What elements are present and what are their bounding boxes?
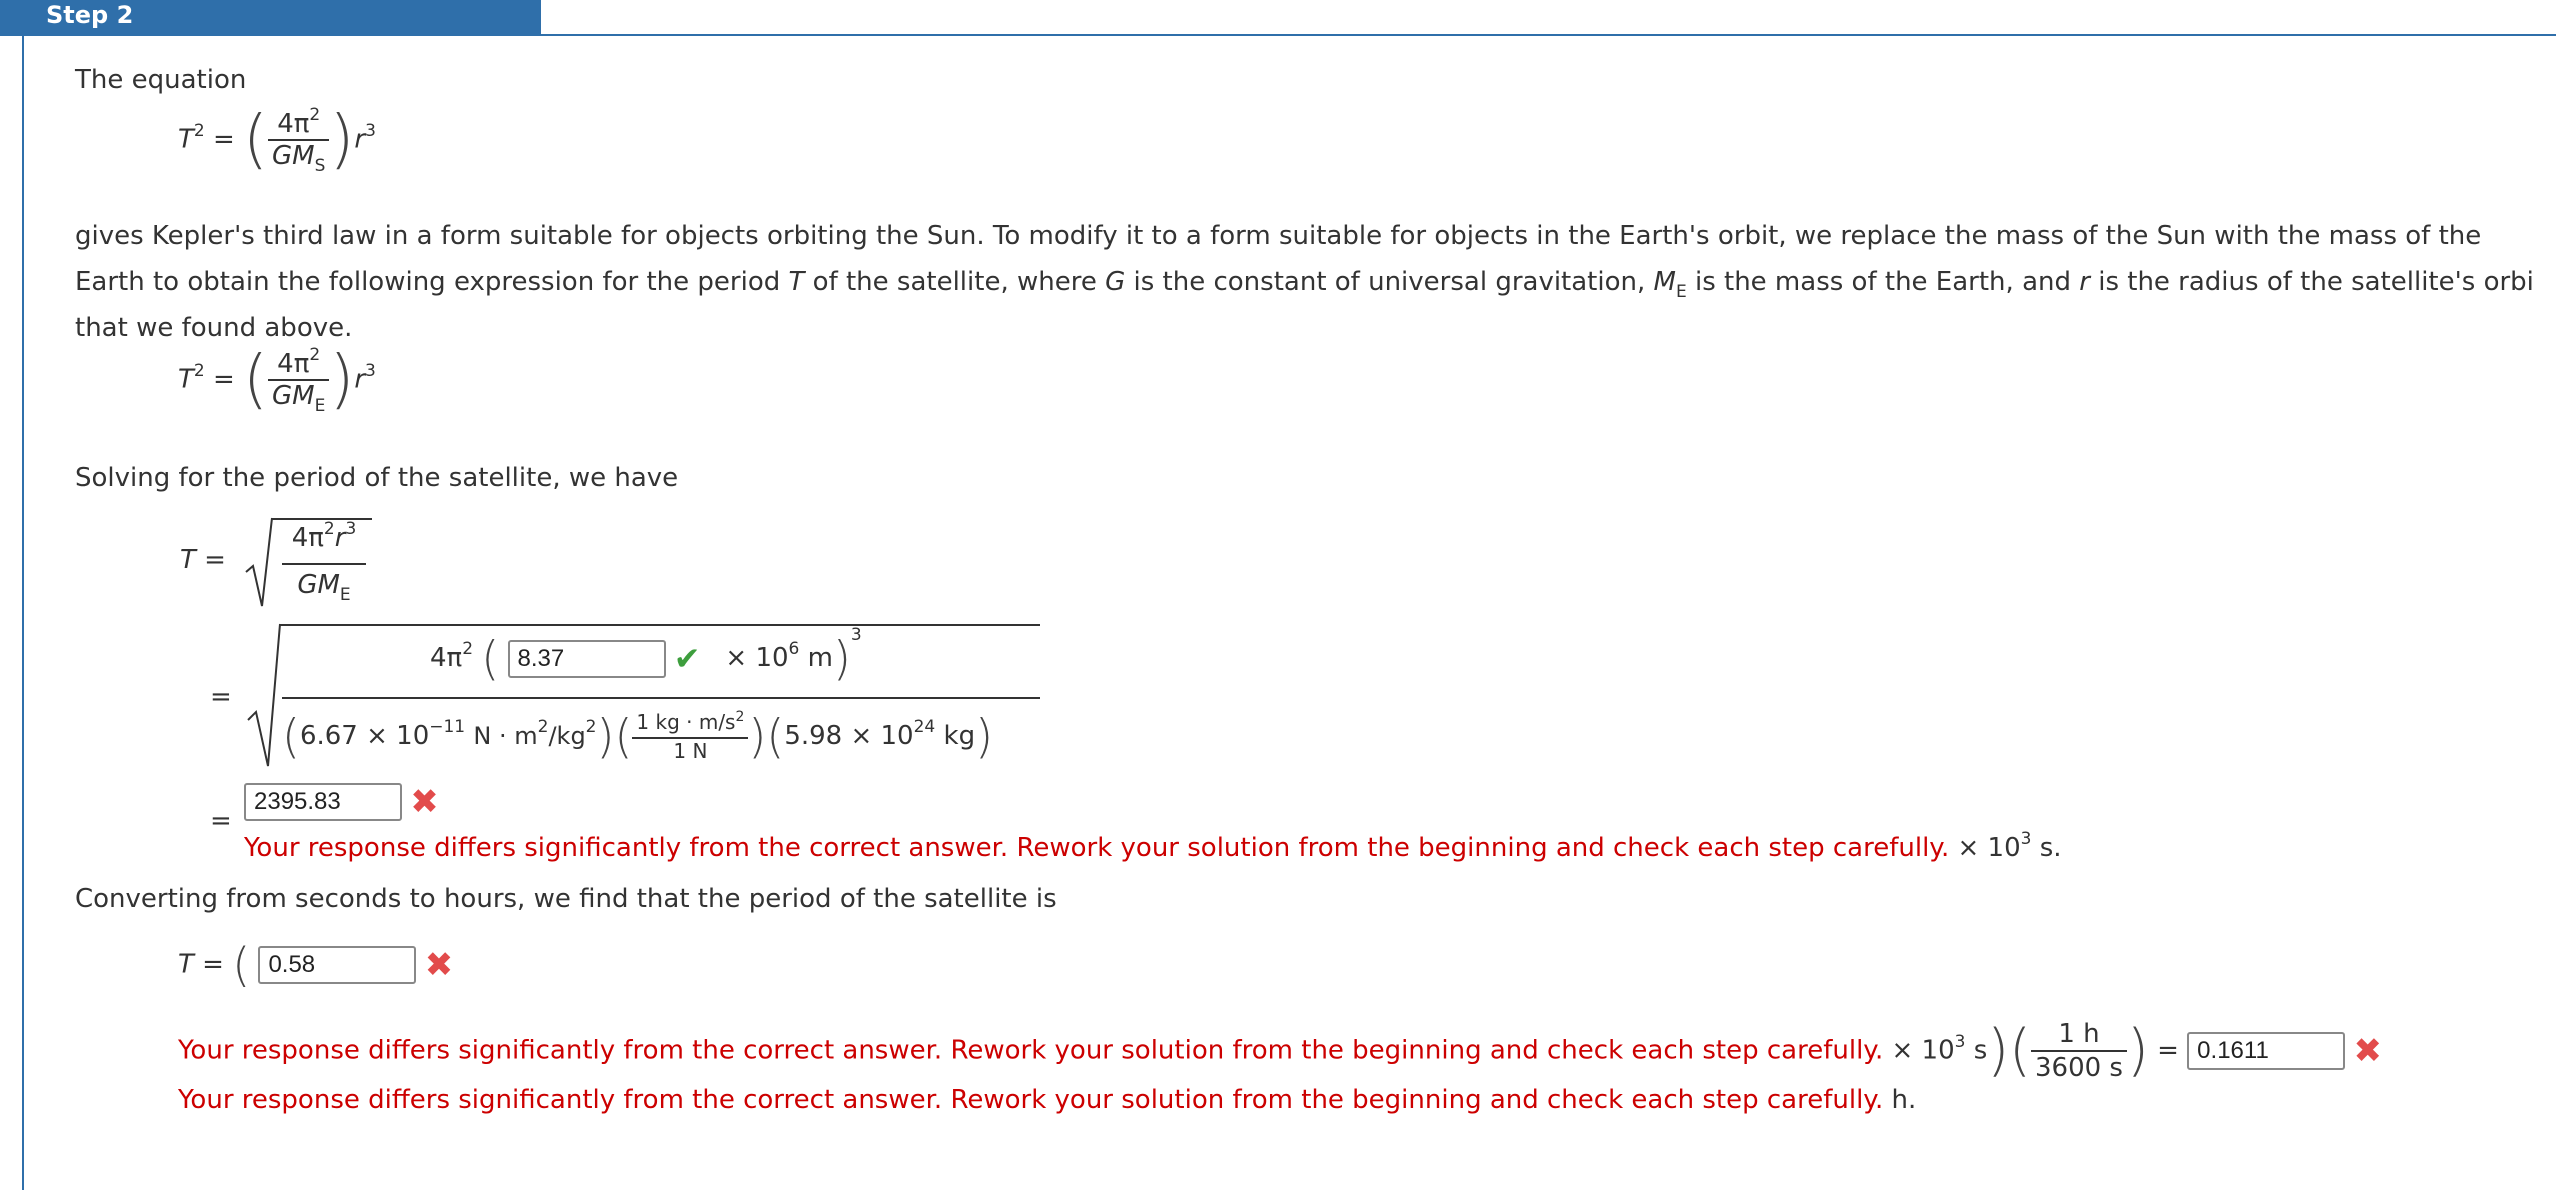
p2-Msub: E [1675, 282, 1687, 302]
eq4-den-rparen-1: ) [596, 709, 615, 764]
eq4-num-rparen: ) [832, 631, 851, 686]
eq4-fraction-bar [282, 697, 1040, 699]
eq1-den-sub: S [314, 156, 326, 176]
eq2-equals: = [212, 364, 235, 395]
eq3-radical-icon [244, 514, 274, 610]
eq3-num-r: r [334, 523, 346, 553]
answer2-row [178, 938, 454, 992]
paragraph-line-1: gives Kepler's third law in a form suitable for objects orbiting the Sun. To modify it to a form suitable for objects in the Earth's orbit, we replace the mass of the Sun with the mass of the [75, 221, 2482, 251]
eq2-exp3: 3 [365, 360, 376, 381]
correct-check-icon: ✔ [673, 639, 701, 678]
equation-kepler-sun [178, 103, 376, 177]
answer1-feedback: Your response differs significantly from the correct answer. Rework your solution from the beginning and check each step carefully. [244, 833, 1950, 863]
eq3-equals: = [204, 545, 226, 575]
eq4-conv-num: 1 kg · m/s [636, 710, 736, 734]
eq2-den-sub: E [314, 396, 326, 416]
eq4-den-lparen-1: ( [282, 709, 300, 764]
eq4-mass: 5.98 × 10 [784, 721, 914, 751]
period-input[interactable] [258, 946, 416, 984]
eq4-exp6: 6 [788, 639, 800, 659]
eq1-num-exp: 2 [309, 105, 321, 125]
eq3-num-exp2: 2 [323, 519, 335, 539]
wrong-x-icon-3: ✖ [2353, 1031, 2382, 1071]
answer2-equals-2: = [2157, 1035, 2179, 1066]
conv-num: 1 h [2058, 1019, 2100, 1049]
answer2-T: T [178, 949, 194, 980]
answer3-unit: h. [1891, 1085, 1917, 1115]
answer1-equals: = [210, 806, 232, 836]
answer3-feedback: Your response differs significantly from the correct answer. Rework your solution from the beginning and check each step carefully. [178, 1085, 1884, 1115]
answer2-feedback-row [178, 1018, 2382, 1084]
eq2-num: 4π [277, 349, 310, 379]
p2-T: T [788, 267, 805, 297]
intro-text: The equation [75, 65, 247, 95]
answer2-times-ten: × 10 [1891, 1035, 1955, 1066]
solving-text: Solving for the period of the satellite, we have [75, 463, 679, 493]
converting-text: Converting from seconds to hours, we find that the period of the satellite is [75, 884, 1057, 914]
answer2-feedback: Your response differs significantly from the correct answer. Rework your solution from the beginning and check each step carefully. [178, 1035, 1884, 1066]
eq4-numerator [430, 625, 862, 691]
eq2-fraction [268, 345, 329, 416]
answer1-row [244, 782, 439, 822]
eq4-G-units-b: /kg [548, 722, 586, 750]
answer2-unit: s [1973, 1035, 1988, 1066]
eq4-den-lparen-2: ( [614, 709, 633, 764]
answer2-equals: = [202, 949, 224, 980]
eq1-rparen: ) [329, 103, 355, 177]
eq4-den-rparen-3: ) [975, 709, 994, 764]
p2-c: is the constant of universal gravitation, [1125, 267, 1654, 297]
eq4-unit-m: m [807, 643, 833, 673]
p2-b: of the satellite, where [804, 267, 1106, 297]
period-seconds-input[interactable] [244, 783, 402, 821]
eq3-den: GM [297, 570, 340, 600]
eq4-num-exp2: 2 [462, 639, 474, 659]
eq4-den-rparen-2: ) [748, 709, 767, 764]
eq1-den: GM [272, 141, 315, 171]
eq4-radical-bar [280, 624, 1040, 626]
eq1-num: 4π [277, 109, 310, 139]
eq1-exp3: 3 [365, 120, 376, 141]
eq4-G-units-exp-b: 2 [585, 717, 597, 737]
answer2-exp: 3 [1954, 1031, 1966, 1052]
eq1-r: r [354, 124, 366, 155]
p2-G: G [1105, 267, 1126, 297]
answer1-feedback-row [244, 828, 2062, 871]
equation-kepler-earth [178, 343, 376, 417]
hours-conversion-fraction [2031, 1018, 2127, 1084]
eq3-T: T [180, 545, 196, 575]
eq4-conv-den: 1 N [632, 737, 748, 763]
eq2-r: r [354, 364, 366, 395]
period-hours-input[interactable] [2187, 1032, 2345, 1070]
eq4-exp24: 24 [913, 717, 936, 737]
eq4-G-value: 6.67 × 10 [299, 721, 430, 751]
eq2-den: GM [272, 381, 315, 411]
eq2-T: T [178, 364, 194, 395]
eq3-num-exp3: 3 [345, 519, 357, 539]
eq4-times-ten: × 10 [725, 643, 789, 673]
conv-rparen: ) [2126, 1018, 2149, 1083]
eq4-equals: = [210, 682, 232, 712]
eq2-num-exp: 2 [309, 345, 321, 365]
radius-input[interactable] [508, 640, 666, 678]
answer1-exp: 3 [2020, 829, 2032, 849]
eq2-exp2: 2 [193, 360, 205, 381]
paragraph-line-3: that we found above. [75, 313, 353, 343]
eq4-conv-exp: 2 [735, 709, 745, 725]
eq4-G-units: N · m [473, 722, 538, 750]
step-header-bar [0, 0, 2556, 36]
eq1-equals: = [212, 124, 235, 155]
eq4-unit-kg: kg [943, 721, 976, 751]
eq1-lparen: ( [243, 103, 269, 177]
eq3-num: 4π [291, 523, 324, 553]
eq3-den-sub: E [339, 585, 351, 605]
eq2-rparen: ) [329, 343, 355, 417]
eq3-lhs [180, 545, 226, 575]
answer3-feedback-row [178, 1080, 1916, 1120]
eq1-T: T [178, 124, 194, 155]
answer1-times-ten: × 10 [1957, 833, 2021, 863]
eq4-num-4pi: 4π [430, 643, 463, 673]
eq3-fraction [282, 516, 366, 608]
eq4-denominator [282, 706, 993, 769]
p2-e: is the radius of the satellite's orbi [2089, 267, 2534, 297]
wrong-x-icon-2: ✖ [424, 945, 454, 985]
eq1-exp2: 2 [193, 120, 205, 141]
eq4-den-lparen-3: ( [766, 709, 785, 764]
p2-a: Earth to obtain the following expression for the period [75, 267, 789, 297]
answer2-lparen: ( [232, 938, 251, 992]
eq2-lparen: ( [243, 343, 269, 417]
eq4-num-lparen: ( [481, 631, 500, 686]
eq4-radical-icon [246, 620, 282, 770]
eq1-fraction [268, 105, 329, 176]
eq4-conversion-fraction [632, 710, 748, 763]
wrong-x-icon: ✖ [410, 782, 439, 822]
answer2-rparen: ) [1987, 1018, 2010, 1083]
eq4-G-units-exp: 2 [537, 717, 549, 737]
paragraph-line-2 [75, 259, 2534, 308]
conv-den: 3600 s [2031, 1050, 2127, 1084]
step-title: Step 2 [0, 0, 541, 34]
p2-r: r [2079, 267, 2090, 297]
p2-d: is the mass of the Earth, and [1686, 267, 2080, 297]
left-border [22, 34, 24, 1190]
conv-lparen: ( [2009, 1018, 2031, 1083]
answer1-unit: s. [2039, 833, 2062, 863]
eq4-exp3: 3 [850, 625, 862, 645]
eq4-exp-neg11: −11 [429, 717, 466, 737]
p2-M: M [1653, 267, 1676, 297]
